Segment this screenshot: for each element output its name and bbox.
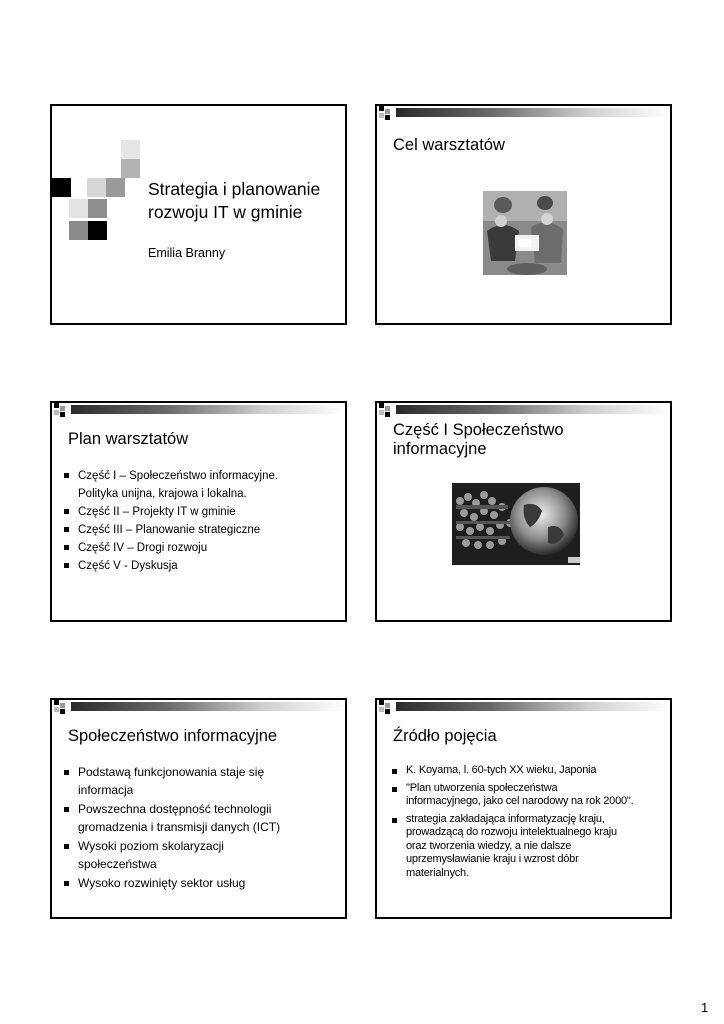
list-item-text: Polityka unijna, krajowa i lokalna. bbox=[78, 488, 247, 500]
list-item bbox=[64, 838, 280, 873]
presentation-title bbox=[148, 178, 320, 224]
slide-header-bar bbox=[377, 700, 670, 714]
decor-square bbox=[106, 178, 125, 197]
list-item-text: Podstawą funkcjonowania staje się bbox=[78, 765, 265, 779]
people-and-globe-photo bbox=[452, 483, 580, 565]
decor-square bbox=[87, 178, 106, 197]
list-item-text: Wysoko rozwinięty sektor usług bbox=[78, 876, 246, 890]
author-name: Emilia Branny bbox=[148, 246, 226, 260]
decor-square bbox=[52, 178, 71, 197]
list-item bbox=[392, 813, 633, 881]
list-item-text: Część I – Społeczeństwo informacyjne. bbox=[78, 470, 279, 482]
slide-header-bar bbox=[377, 403, 670, 417]
bullet-list bbox=[392, 764, 633, 880]
slide-plan-warsztatow bbox=[50, 401, 347, 622]
slide-title: Społeczeństwo informacyjne bbox=[68, 727, 278, 745]
list-item-text: Powszechna dostępność technologii bbox=[78, 802, 272, 816]
list-item-text: Część V - Dyskusja bbox=[78, 560, 178, 572]
list-item bbox=[392, 782, 633, 809]
bullet-list bbox=[64, 764, 280, 893]
slide-title: Cel warsztatów bbox=[393, 136, 505, 154]
list-item-text: Część II – Projekty IT w gminie bbox=[78, 506, 236, 518]
slide-title: Plan warsztatów bbox=[68, 430, 189, 448]
decor-square bbox=[121, 140, 140, 159]
list-item bbox=[64, 503, 278, 521]
list-item-text: informacja bbox=[78, 782, 134, 797]
decor-square bbox=[69, 199, 88, 218]
decor-square bbox=[69, 221, 88, 240]
list-item bbox=[64, 875, 280, 893]
list-item-text: prowadzącą do rozwoju intelektualnego kraju bbox=[406, 826, 617, 838]
slide-spoleczenstwo-informacyjne bbox=[50, 698, 347, 919]
slide-header-bar bbox=[52, 403, 345, 417]
list-item bbox=[64, 557, 278, 575]
list-item-text: Część IV – Drogi rozwoju bbox=[78, 542, 208, 554]
slide-czesc-1 bbox=[375, 401, 672, 622]
title-line: Strategia i planowanie bbox=[148, 179, 321, 199]
list-item-text: społeczeństwa bbox=[78, 856, 157, 871]
bullet-list bbox=[64, 467, 278, 575]
list-item-text: "Plan utworzenia społeczeństwa bbox=[406, 781, 558, 794]
decor-square bbox=[88, 221, 107, 240]
list-item-text: uprzemysławianie kraju i wzrost dóbr bbox=[406, 853, 579, 865]
list-item bbox=[392, 764, 633, 778]
title-line: informacyjne bbox=[393, 440, 487, 458]
list-item-text: oraz tworzenia wiedzy, a nie dalsze bbox=[406, 839, 572, 852]
list-item bbox=[64, 801, 280, 836]
slide-title: Źródło pojęcia bbox=[393, 727, 497, 745]
list-item bbox=[64, 539, 278, 557]
slide-title bbox=[50, 104, 347, 325]
business-meeting-illustration bbox=[483, 191, 567, 275]
title-line: rozwoju IT w gminie bbox=[148, 202, 303, 222]
slide-header-bar bbox=[52, 700, 345, 714]
list-item-text: K. Koyama, l. 60-tych XX wieku, Japonia bbox=[406, 764, 597, 776]
list-item bbox=[64, 521, 278, 539]
list-item-text: Wysoki poziom skolaryzacji bbox=[78, 839, 224, 853]
decor-square bbox=[88, 199, 107, 218]
list-item-text: Część III – Planowanie strategiczne bbox=[78, 524, 261, 536]
list-item-text: strategia zakładająca informatyzację kraju, bbox=[406, 812, 605, 825]
slide-zrodlo-pojecia bbox=[375, 698, 672, 919]
list-item bbox=[64, 764, 280, 799]
slide-title bbox=[393, 421, 564, 459]
title-line: Część I Społeczeństwo bbox=[393, 421, 564, 439]
slide-header-bar bbox=[377, 106, 670, 120]
page-number: 1 bbox=[701, 1000, 709, 1015]
list-item-text: informacyjnego, jako cel narodowy na rok 2000". bbox=[406, 795, 634, 807]
list-item-text: materialnych. bbox=[406, 866, 469, 879]
list-item bbox=[64, 467, 278, 503]
slide-cel-warsztatow bbox=[375, 104, 672, 325]
decor-square bbox=[121, 159, 140, 178]
list-item-text: gromadzenia i transmisji danych (ICT) bbox=[78, 819, 281, 834]
